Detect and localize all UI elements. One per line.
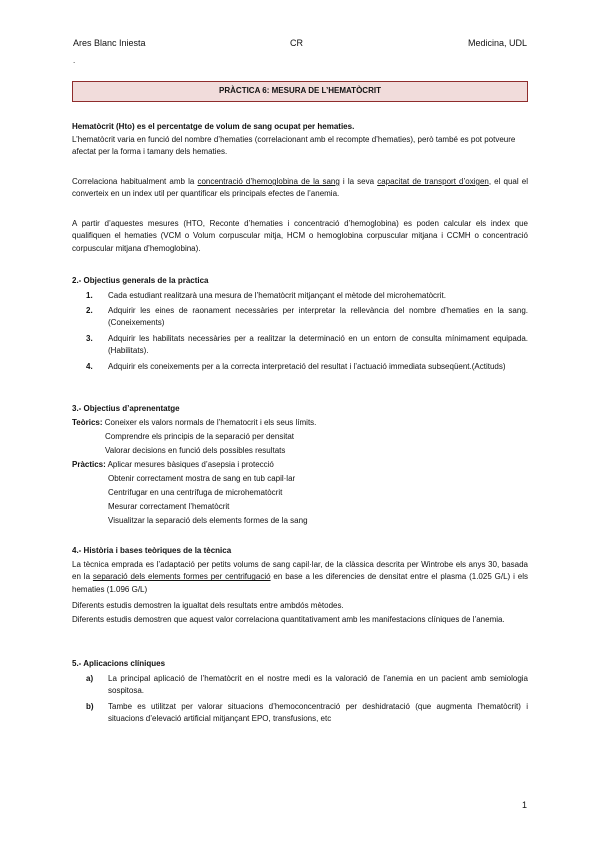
- practics-item: Mesurar correctament l’hematòcrit: [108, 502, 230, 511]
- list-text: Adquirir les eines de raonament necessàries per interpretar la rellevància del nombre d’hematies en la sang.(Coneixements): [108, 306, 528, 328]
- list-number: 1.: [86, 291, 93, 300]
- practics-row: [72, 459, 528, 471]
- s4-technique-separation: separació dels elements formes per centrifugació: [92, 572, 271, 582]
- list-text: Adquirir les habilitats necessàries per a realitzar la determinació en un entorn de consulta mínimament equipada.(Habilitats).: [108, 334, 528, 356]
- section-5-title: 5.- Aplicacions clíniques: [72, 659, 166, 668]
- header-faculty: Medicina, UDL: [467, 38, 527, 48]
- section-4-title: 4.- Història i bases teòriques de la tècnica: [72, 546, 232, 555]
- stray-dot: .: [73, 56, 76, 65]
- intro-correlation-b: i la seva: [339, 177, 378, 186]
- header-course: CR: [290, 38, 303, 48]
- practics-item: Aplicar mesures bàsiques d’asepsia i protecció: [107, 460, 274, 469]
- teorics-row: [72, 417, 528, 429]
- teorics-item: Comprendre els principis de la separació per densitat: [105, 432, 294, 441]
- intro-correlation-o2: capacitat de transport d’oxigen: [377, 177, 489, 186]
- intro-indexes: A partir d’aquestes mesures (HTO, Reconte d’hematies i concentració d’hemoglobina) es poden calcular els index que qualifiquen el hematies (VCM o Volum corpuscular mitja, HCM o hemoglobina corpuscular mitjana i CCMH o concentració corpuscular mitjana d’hemoglobina).: [72, 219, 528, 253]
- practics-label: Pràctics:: [72, 460, 106, 469]
- page-number: 1: [521, 800, 527, 810]
- s4-studies-correlation: Diferents estudis demostren que aquest valor correlaciona quantitativament amb les manifestacions clíniques de l’anemia.: [72, 615, 505, 624]
- list-number: 4.: [86, 362, 93, 371]
- s4-technique-b: en base a les diferencies de densitat entre el plasma (1.025 G/L) i els hematies (1.096 G/L): [72, 572, 528, 594]
- intro-correlation-hb: concentració d’hemoglobina de la sang: [197, 177, 340, 186]
- section-2-title: 2.- Objectius generals de la pràctica: [72, 276, 209, 285]
- list-text: Cada estudiant realitzarà una mesura de l’hematòcrit mitjançant el mètode del microhematòcrit.: [108, 291, 446, 300]
- practice-title: PRÀCTICA 6: MESURA DE L’HEMATÒCRIT: [72, 81, 528, 102]
- list-letter: b): [86, 702, 94, 711]
- intro-correlation: [72, 176, 528, 201]
- practics-item: Centrifugar en una centrífuga de microhematòcrit: [108, 488, 283, 497]
- practics-item: Visualitzar la separació dels elements formes de la sang: [108, 516, 308, 525]
- practics-item: Obtenir correctament mostra de sang en tub capil·lar: [108, 474, 296, 483]
- s4-technique-a: La tècnica emprada es l’adaptació per petits volums de sang capil·lar, de la clàssica descrita per Wintrobe els anys 30, basada en la: [72, 560, 528, 582]
- list-number: 3.: [86, 334, 93, 343]
- s4-studies-equal: Diferents estudis demostren la igualtat dels resultats entre ambdós mètodes.: [72, 601, 344, 610]
- list-letter: a): [86, 674, 94, 683]
- intro-correlation-c: , el qual el converteix en un index util per quantificar els principals efectes de l’anemia.: [72, 177, 529, 199]
- teorics-label: Teòrics:: [72, 418, 103, 427]
- list-text: La principal aplicació de l’hematòcrit en el nostre medi es la valoració de l’anemia en un pacient amb semiologia sospitosa.: [108, 674, 528, 696]
- intro-variation: L’hematòcrit varia en funció del nombre d’hematies (correlacionant amb el recompte d’hematies), però també es pot potveure afectat per la forma i tamany dels hematies.: [72, 135, 516, 157]
- teorics-item: Valorar decisions en funció dels possibles resultats: [105, 446, 286, 455]
- list-text: Adquirir els coneixements per a la correcta interpretació del resultat i l’actuació immediata subseqüent.(Actituds): [108, 362, 506, 371]
- s4-technique: [72, 559, 528, 596]
- list-number: 2.: [86, 306, 93, 315]
- header-author: Ares Blanc Iniesta: [73, 38, 146, 48]
- teorics-item: Coneixer els valors normals de l’hematocrit i els seus límits.: [104, 418, 317, 427]
- section-3-title: 3.- Objectius d’aprenentatge: [72, 404, 180, 413]
- intro-correlation-a: Correlaciona habitualment amb la: [72, 177, 198, 186]
- intro-definition: Hematòcrit (Hto) es el percentatge de volum de sang ocupat per hematies.: [72, 122, 355, 131]
- list-text: Tambe es utilitzat per valorar situacions d’hemoconcentració per deshidratació (que augmenta l’hematòcrit) i situacions d’elevació artificial mitjançant EPO, transfusions, etc: [108, 702, 528, 724]
